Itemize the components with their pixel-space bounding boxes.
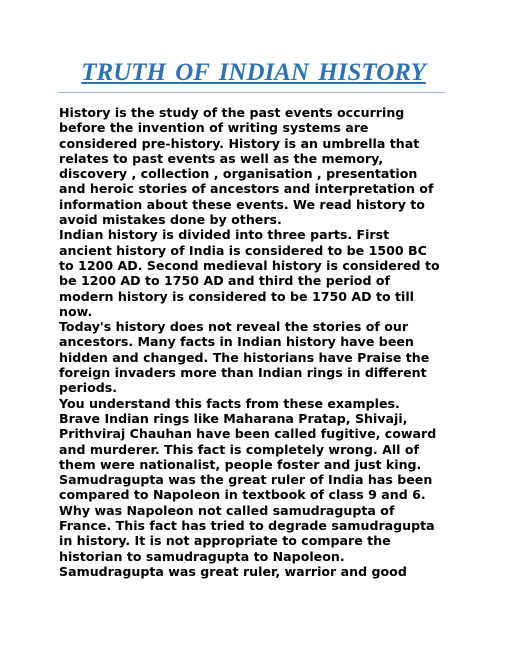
body-line: historian to samudragupta to Napoleon.	[59, 548, 345, 564]
body-line: compared to Napoleon in textbook of class 9 and 6.	[59, 487, 426, 503]
body-line: and heroic stories of ancestors and interpretation of	[59, 181, 434, 197]
body-line: ancestors. Many facts in Indian history have been	[59, 334, 414, 350]
body-line: Today's history does not reveal the stories of our	[59, 319, 409, 335]
body-line: Indian history is divided into three parts. First	[59, 227, 390, 243]
body-line: relates to past events as well as the memory,	[59, 150, 384, 166]
body-line: discovery , collection , organisation , presentation	[59, 166, 418, 182]
body-line: to 1200 AD. Second medieval history is considered to	[59, 257, 440, 273]
body-line: before the invention of writing systems are	[59, 120, 369, 136]
body-line: You understand this facts from these examples.	[59, 395, 400, 411]
body-line: information about these events. We read history to	[59, 196, 425, 212]
body-line: France. This fact has tried to degrade samudragupta	[59, 518, 435, 534]
body-line: Samudragupta was great ruler, warrior and good	[59, 563, 407, 579]
body-line: periods.	[59, 380, 118, 396]
body-line: them were nationalist, people foster and just king.	[59, 456, 422, 472]
body-line: hidden and changed. The historians have Praise the	[59, 349, 430, 365]
body-line: and murderer. This fact is completely wrong. All of	[59, 441, 419, 457]
body-line: foreign invaders more than Indian rings in different	[59, 365, 427, 381]
body-line: modern history is considered to be 1750 AD to till	[59, 288, 414, 304]
document-body	[59, 105, 449, 579]
body-line: in history. It is not appropriate to compare the	[59, 533, 391, 549]
document-title: TRUTH OF INDIAN HISTORY	[81, 59, 426, 86]
body-line: ancient history of India is considered to be 1500 BC	[59, 242, 427, 258]
body-line: considered pre-history. History is an umbrella that	[59, 135, 420, 151]
body-line: Brave Indian rings like Maharana Pratap, Shivaji,	[59, 410, 408, 426]
body-line: Why was Napoleon not called samudragupta of	[59, 502, 395, 518]
body-line: now.	[59, 303, 93, 319]
body-line: be 1200 AD to 1750 AD and third the period of	[59, 273, 390, 289]
title-divider	[58, 92, 445, 93]
body-line: Samudragupta was the great ruler of India has been	[59, 472, 433, 488]
body-line: History is the study of the past events occurring	[59, 105, 405, 120]
body-line: Prithviraj Chauhan have been called fugitive, coward	[59, 426, 437, 442]
body-line: avoid mistakes done by others.	[59, 212, 282, 228]
